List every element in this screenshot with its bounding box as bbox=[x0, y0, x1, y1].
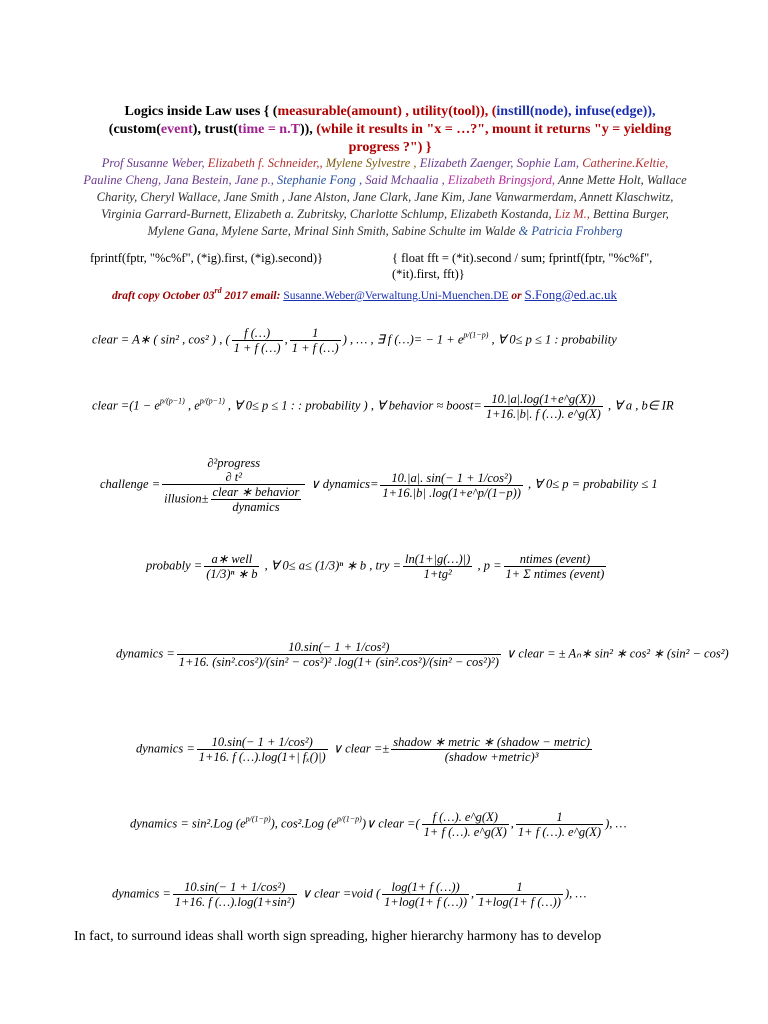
author-name: Elizabeth Zaenger, Sophie Lam, bbox=[416, 156, 580, 170]
body-text-line: In fact, to surround ideas shall worth sign spreading, higher hierarchy harmony has to develop bbox=[74, 929, 602, 944]
email-link-weber[interactable]: Susanne.Weber@Verwaltung.Uni-Muenchen.DE bbox=[283, 290, 509, 302]
equation-2: clear $=(1 - e^{p/(p-1)}$ , $e^{p/(p-1)}$ , ∀ 0≤ p ≤ 1 : : probability ) , ∀ behavior ≈ boost= $\frac{10.|a|.\log(1+e\^{}g(X))}{1+16.|b|. f (\dots). e\^{}g(X)}$ , ∀ a , b∈ IR bbox=[92, 392, 674, 421]
author-name: Mylene Sylvestre , bbox=[322, 156, 417, 170]
equation-8: dynamics = $\frac{\text{10.sin(− 1 + 1/cos²)}}{\text{1+16. f (…).log(1+sin²)}}$ ∨ clear =void ( $\frac{\log(1+ f (\dots))}{1+\log(1+ f (\dots))}$ , $\frac{1}{1+\log(1+ f (\dots))}$ ), … bbox=[112, 880, 587, 909]
author-name: Stephanie Fong , bbox=[273, 173, 363, 187]
code-snippet-left: fprintf(fptr, "%c%f", (*ig).first, (*ig).second)} bbox=[90, 251, 323, 265]
author-name: & Patricia Frohberg bbox=[515, 224, 623, 238]
author-name: Pauline Cheng, Jana Bestein, Jane p., bbox=[83, 173, 274, 187]
author-name: Anne Mette Holt, Wallace Charity, Cheryl Wallace, Jane Smith , Jane Alston, Jane Clark, Jane Kim, Jane Vanwarmerdam, Annett Klaschwitz, Virginia Garrard-Burnett, Elizabeth a. Zubritsky, Charlotte Schlump, Elizabeth Kostanda, bbox=[96, 173, 687, 221]
equation-5: dynamics = 10.sin(− 1 + 1/cos²) 1+16. (sin².cos²)/(sin² − cos²)² .log(1+ (sin².cos²)/(sin² − cos²)²) ∨ clear = ± Aₙ∗ sin² ∗ cos² ∗ (sin² − cos²) bbox=[116, 640, 729, 669]
equation-4: probably = $\frac{\text{a∗ well}}{\text{(1/3)ⁿ ∗ b}}$ , ∀ 0≤ a≤ (1/3)ⁿ ∗ b , try = $\frac{\ln(1+|g(\dots)|)}{\text{1+tg²}}$ , p = $\frac{\text{ntimes (event)}}{\text{1+ Σ ntimes (event)}}$ bbox=[146, 552, 605, 581]
email-link-fong[interactable]: S.Fong@ed.ac.uk bbox=[524, 287, 618, 302]
author-name: Elizabeth Bringsjord, bbox=[444, 173, 556, 187]
author-name: Liz M., bbox=[551, 207, 590, 221]
equation-1: clear = A∗ ( sin² , cos² ) , ( $\frac{f (\dots)}{1 + f (\dots)}$ , $\frac{1}{1 + f (\dots)}$ ) , … , ∃ f (…)= − $1 + e^{p/(1-p)}$ , ∀ 0≤ p ≤ 1 : probability bbox=[92, 326, 617, 355]
author-list bbox=[82, 155, 688, 240]
author-name: Elizabeth f. Schneider,, bbox=[204, 156, 323, 170]
author-name: Prof Susanne Weber, bbox=[101, 156, 205, 170]
author-name: Catherine.Keltie, bbox=[579, 156, 669, 170]
paper-title: Logics inside Law uses { (measurable(amount) , utility(tool)), (instill(node), infuse(edge)), (custom(event), trust(time = n.T)), (while it results in "x = …?", mount it returns "y = yielding progress ?") } bbox=[108, 104, 672, 155]
code-snippet-right: { float fft = (*it).second / sum; fprintf(fptr, "%c%f", (*it).first, fft)} bbox=[392, 251, 653, 281]
equation-3: challenge = ∂²progress ∂ t² illusion± $\frac{\text{clear ∗ behavior}}{\text{dynamics}}$ ∨ dynamics= $\frac{\text{10.|a|. sin(− 1 + 1/cos²)}}{1+16.|b| .\log(1+e\^{}p/(1-p))}$ , ∀ 0≤ p = probability ≤ 1 bbox=[100, 456, 658, 514]
equation-6: dynamics = $\frac{\text{10.sin(− 1 + 1/cos²)}}{\text{1+16. f (…).log(1+| fₓ()|)}}$ ∨ clear =± $\frac{\text{shadow ∗ metric ∗ (shadow − metric)}}{\text{(shadow +metric)³}}$ bbox=[136, 735, 590, 764]
equation-7: dynamics = sin².Log $(e^{p/(1-p)})$, cos².Log $(e^{p/(1-p)})\vee$ clear =( $\frac{f (\dots). e\^{}g(X)}{1+ f (\dots). e\^{}g(X)}$ , $\frac{1}{1+ f (\dots). e\^{}g(X)}$ ), … bbox=[130, 810, 627, 839]
author-name: Said Mchaalia , bbox=[362, 173, 445, 187]
draft-notice: draft copy October 03rd 2017 email: Susanne.Weber@Verwaltung.Uni-Muenchen.DE or S.Fong@ed.ac.uk bbox=[112, 286, 618, 302]
author-name: Bettina Burger, Mylene Gana, Mylene Sarte, Mrinal Sinh Smith, Sabine Schulte im Walde bbox=[147, 207, 669, 238]
